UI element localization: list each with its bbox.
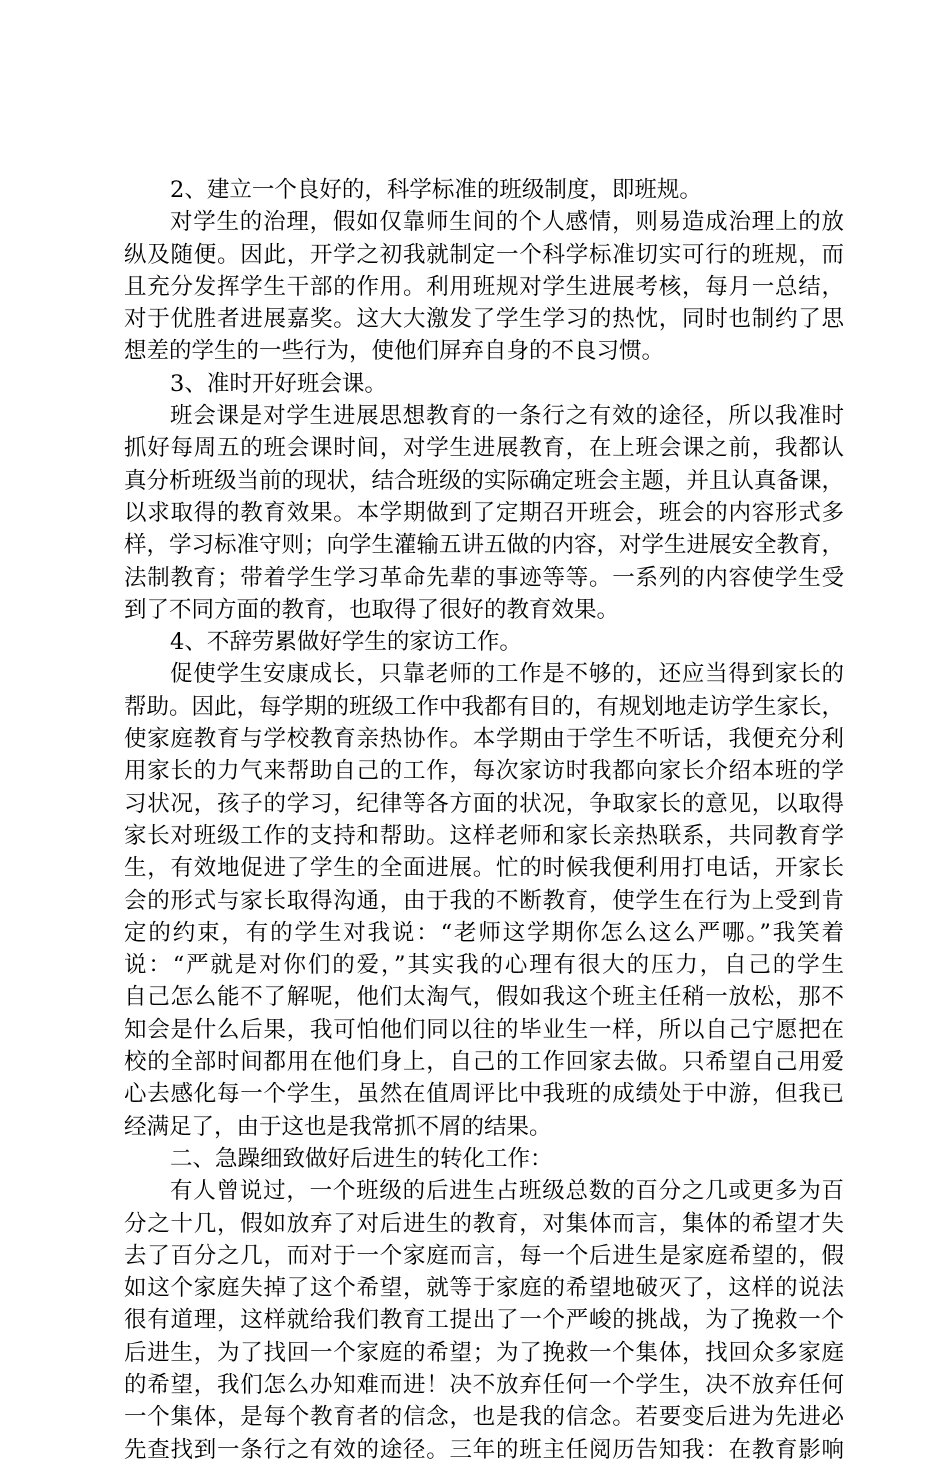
text-line: 纵及随便。因此，开学之初我就制定一个科学标准切实可行的班规，而 xyxy=(124,241,844,268)
text-line: 促使学生安康成长，只靠老师的工作是不够的，还应当得到家长的 xyxy=(170,661,844,688)
text-line: 一个集体，是每个教育者的信念，也是我的信念。若要变后进为先进必 xyxy=(124,1404,844,1431)
text-line: 真分析班级当前的现状，结合班级的实际确定班会主题，并且认真备课， xyxy=(124,467,845,494)
text-line: 使家庭教育与学校教育亲热协作。本学期由于学生不听话，我便充分利 xyxy=(124,726,844,753)
text-line: 说：“严就是对你们的爱，”其实我的心理有很大的压力，自己的学生 xyxy=(124,952,844,979)
text-line: 习状况，孩子的学习，纪律等各方面的状况，争取家长的意见，以取得 xyxy=(124,790,844,817)
text-line: 想差的学生的一些行为，使他们屏弃自身的不良习惯。 xyxy=(124,338,665,365)
text-line: 心去感化每一个学生，虽然在值周评比中我班的成绩处于中游，但我已 xyxy=(124,1081,844,1108)
text-line: 帮助。因此，每学期的班级工作中我都有目的，有规划地走访学生家长， xyxy=(124,693,845,720)
text-line: 如这个家庭失掉了这个希望，就等于家庭的希望地破灭了，这样的说法 xyxy=(124,1275,844,1302)
text-line: 以求取得的教育效果。本学期做到了定期召开班会，班会的内容形式多 xyxy=(124,499,844,526)
text-line: 定的约束，有的学生对我说：“老师这学期你怎么这么严哪。”我笑着 xyxy=(124,919,844,946)
text-line: 2、建立一个良好的，科学标准的班级制度，即班规。 xyxy=(170,177,702,203)
text-line: 二、急躁细致做好后进生的转化工作： xyxy=(170,1145,553,1172)
text-line: 对学生的治理，假如仅靠师生间的个人感情，则易造成治理上的放 xyxy=(170,209,844,236)
text-line: 分之十几，假如放弃了对后进生的教育，对集体而言，集体的希望才失 xyxy=(124,1210,844,1237)
document-body xyxy=(124,174,844,1466)
text-line: 法制教育；带着学生学习革命先辈的事迹等等。一系列的内容使学生受 xyxy=(124,564,844,591)
text-line: 的希望，我们怎么办知难而进！决不放弃任何一个学生，决不放弃任何 xyxy=(124,1371,844,1398)
text-line: 家长对班级工作的支持和帮助。这样老师和家长亲热联系，共同教育学 xyxy=(124,822,844,849)
text-line: 自己怎么能不了解呢，他们太淘气，假如我这个班主任稍一放松，那不 xyxy=(124,984,844,1011)
text-line: 去了百分之几，而对于一个家庭而言，每一个后进生是家庭希望的，假 xyxy=(124,1242,844,1269)
text-line: 生，有效地促进了学生的全面进展。忙的时候我便利用打电话，开家长 xyxy=(124,855,844,882)
text-line: 4、不辞劳累做好学生的家访工作。 xyxy=(170,629,522,656)
text-line: 校的全部时间都用在他们身上，自己的工作回家去做。只希望自己用爱 xyxy=(124,1049,844,1076)
text-line: 经满足了，由于这也是我常抓不屑的结果。 xyxy=(124,1113,552,1140)
text-line: 3、准时开好班会课。 xyxy=(170,370,387,397)
text-line: 会的形式与家长取得沟通，由于我的不断教育，使学生在行为上受到肯 xyxy=(124,887,844,914)
text-line: 有人曾说过，一个班级的后进生占班级总数的百分之几或更多为百 xyxy=(170,1178,844,1205)
text-line: 样，学习标准守则；向学生灌输五讲五做的内容，对学生进展安全教育， xyxy=(124,532,845,559)
text-line: 到了不同方面的教育，也取得了很好的教育效果。 xyxy=(124,596,620,623)
text-line: 先查找到一条行之有效的途径。三年的班主任阅历告知我：在教育影响 xyxy=(124,1436,844,1463)
text-line: 对于优胜者进展嘉奖。这大大激发了学生学习的热忱，同时也制约了思 xyxy=(124,306,844,333)
text-line: 抓好每周五的班会课时间，对学生进展教育，在上班会课之前，我都认 xyxy=(124,435,844,462)
text-line: 后进生，为了找回一个家庭的希望；为了挽救一个集体，找回众多家庭 xyxy=(124,1339,844,1366)
text-line: 且充分发挥学生干部的作用。利用班规对学生进展考核，每月一总结， xyxy=(124,273,844,300)
text-line: 班会课是对学生进展思想教育的一条行之有效的途径，所以我准时 xyxy=(170,403,844,430)
text-line: 很有道理，这样就给我们教育工提出了一个严峻的挑战，为了挽救一个 xyxy=(124,1307,844,1334)
text-line: 用家长的力气来帮助自己的工作，每次家访时我都向家长介绍本班的学 xyxy=(124,758,844,785)
text-line: 知会是什么后果，我可怕他们同以往的毕业生一样，所以自己宁愿把在 xyxy=(124,1016,844,1043)
